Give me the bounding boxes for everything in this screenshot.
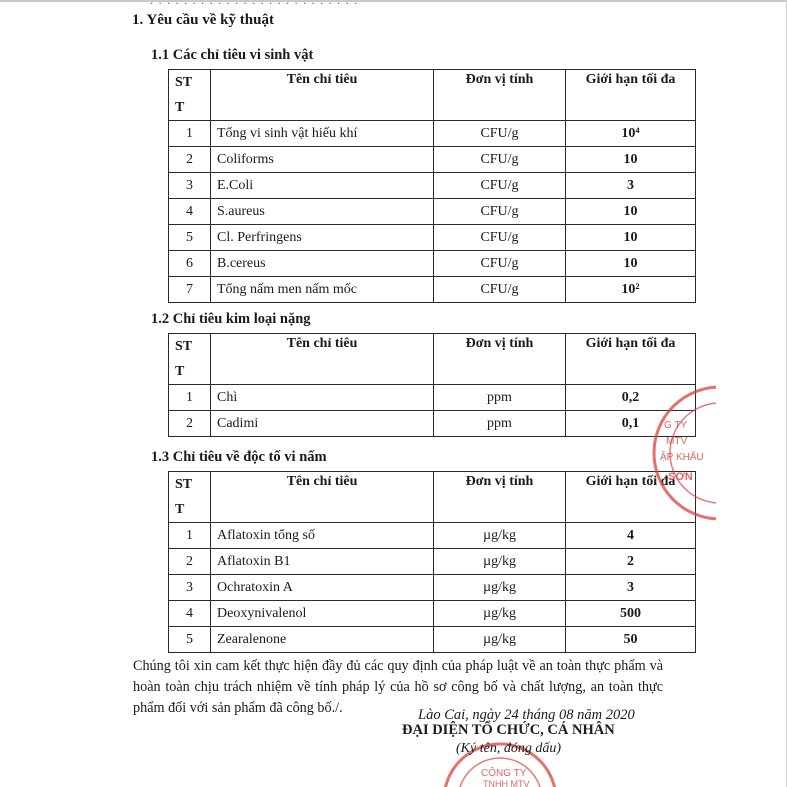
table-row [169, 523, 696, 549]
row-limit: 2 [566, 549, 696, 575]
row-limit: 10 [566, 251, 696, 277]
table-header-row [169, 472, 696, 523]
row-number: 4 [169, 601, 211, 627]
table-row [169, 121, 696, 147]
row-number: 2 [169, 549, 211, 575]
table-row [169, 147, 696, 173]
svg-text:SƠN: SƠN [668, 471, 693, 483]
top-cut-line [0, 0, 787, 2]
row-number: 2 [169, 411, 211, 437]
row-indicator-name: Deoxynivalenol [211, 601, 434, 627]
row-limit: 0,2 [566, 385, 696, 411]
table-row [169, 575, 696, 601]
table-row [169, 549, 696, 575]
header-unit: Đơn vị tính [434, 70, 566, 121]
header-stt: ST T [169, 70, 211, 121]
table-row [169, 251, 696, 277]
row-limit: 10 [566, 147, 696, 173]
row-number: 1 [169, 121, 211, 147]
place-date: Lào Cai, ngày 24 tháng 08 năm 2020 [418, 707, 635, 723]
row-number: 3 [169, 575, 211, 601]
header-name: Tên chỉ tiêu [211, 472, 434, 523]
row-unit: CFU/g [434, 173, 566, 199]
row-indicator-name: Coliforms [211, 147, 434, 173]
row-number: 6 [169, 251, 211, 277]
row-unit: CFU/g [434, 199, 566, 225]
row-indicator-name: Chì [211, 385, 434, 411]
table-row [169, 411, 696, 437]
row-unit: CFU/g [434, 277, 566, 303]
row-indicator-name: Ochratoxin A [211, 575, 434, 601]
table-row [169, 199, 696, 225]
cut-off-text-fragment [150, 0, 358, 8]
row-indicator-name: S.aureus [211, 199, 434, 225]
row-number: 2 [169, 147, 211, 173]
header-limit: Giới hạn tối đa [566, 70, 696, 121]
mycotoxin-table [168, 471, 696, 653]
row-indicator-name: B.cereus [211, 251, 434, 277]
row-indicator-name: Zearalenone [211, 627, 434, 653]
header-unit: Đơn vị tính [434, 472, 566, 523]
row-number: 3 [169, 173, 211, 199]
row-number: 1 [169, 385, 211, 411]
row-unit: CFU/g [434, 147, 566, 173]
row-number: 5 [169, 225, 211, 251]
row-number: 1 [169, 523, 211, 549]
row-number: 7 [169, 277, 211, 303]
section-1-2-title: 1.2 Chỉ tiêu kim loại nặng [151, 311, 311, 327]
svg-text:MTV: MTV [666, 436, 688, 447]
section-heading: 1. Yêu cầu về kỹ thuật [132, 12, 274, 28]
header-name: Tên chỉ tiêu [211, 70, 434, 121]
row-limit: 50 [566, 627, 696, 653]
svg-text:G TY: G TY [664, 420, 688, 431]
row-limit: 10⁴ [566, 121, 696, 147]
table-row [169, 601, 696, 627]
row-unit: µg/kg [434, 627, 566, 653]
row-unit: CFU/g [434, 251, 566, 277]
row-limit: 10 [566, 225, 696, 251]
header-unit: Đơn vị tính [434, 334, 566, 385]
table-header-row [169, 334, 696, 385]
header-stt: ST T [169, 472, 211, 523]
table-row [169, 173, 696, 199]
row-indicator-name: Cl. Perfringens [211, 225, 434, 251]
row-unit: µg/kg [434, 575, 566, 601]
row-limit: 10 [566, 199, 696, 225]
row-unit: ppm [434, 411, 566, 437]
header-limit: Giới hạn tối đa [566, 334, 696, 385]
row-limit: 4 [566, 523, 696, 549]
heavy-metal-table [168, 333, 696, 437]
row-indicator-name: Aflatoxin tổng số [211, 523, 434, 549]
row-limit: 0,1 [566, 411, 696, 437]
row-indicator-name: E.Coli [211, 173, 434, 199]
row-unit: µg/kg [434, 549, 566, 575]
row-limit: 3 [566, 575, 696, 601]
header-name: Tên chỉ tiêu [211, 334, 434, 385]
svg-text:ẬP KHẨU: ẬP KHẨU [660, 452, 704, 463]
svg-text:CÔNG TY: CÔNG TY [481, 768, 527, 779]
table-row [169, 627, 696, 653]
row-indicator-name: Aflatoxin B1 [211, 549, 434, 575]
table-header-row [169, 70, 696, 121]
row-number: 4 [169, 199, 211, 225]
row-unit: µg/kg [434, 601, 566, 627]
signer-title: ĐẠI DIỆN TỔ CHỨC, CÁ NHÂN [402, 722, 615, 738]
section-1-3-title: 1.3 Chỉ tiêu về độc tố vi nấm [151, 449, 327, 465]
row-limit: 500 [566, 601, 696, 627]
header-limit: Giới hạn tối đa [566, 472, 696, 523]
row-unit: CFU/g [434, 225, 566, 251]
commitment-paragraph: Chúng tôi xin cam kết thực hiện đầy đủ các quy định của pháp luật về an toàn thực phẩm và hoàn toàn chịu trách nhiệm về tính pháp lý của hồ sơ công bố và chất lượng, an toàn thực phẩm đối với sản phẩm đã công bố./. [133, 658, 663, 716]
row-limit: 3 [566, 173, 696, 199]
section-1-1-title: 1.1 Các chỉ tiêu vi sinh vật [151, 47, 314, 63]
row-unit: ppm [434, 385, 566, 411]
table-row [169, 385, 696, 411]
row-number: 5 [169, 627, 211, 653]
row-indicator-name: Cadimi [211, 411, 434, 437]
table-row [169, 225, 696, 251]
svg-text:TNHH MTV: TNHH MTV [483, 779, 530, 787]
row-indicator-name: Tổng vi sinh vật hiếu khí [211, 121, 434, 147]
header-stt: ST T [169, 334, 211, 385]
row-unit: CFU/g [434, 121, 566, 147]
row-indicator-name: Tổng nấm men nấm mốc [211, 277, 434, 303]
row-unit: µg/kg [434, 523, 566, 549]
microbiology-table [168, 69, 696, 303]
row-limit: 10² [566, 277, 696, 303]
sign-note: (Ký tên, đóng dấu) [456, 741, 561, 756]
table-row [169, 277, 696, 303]
